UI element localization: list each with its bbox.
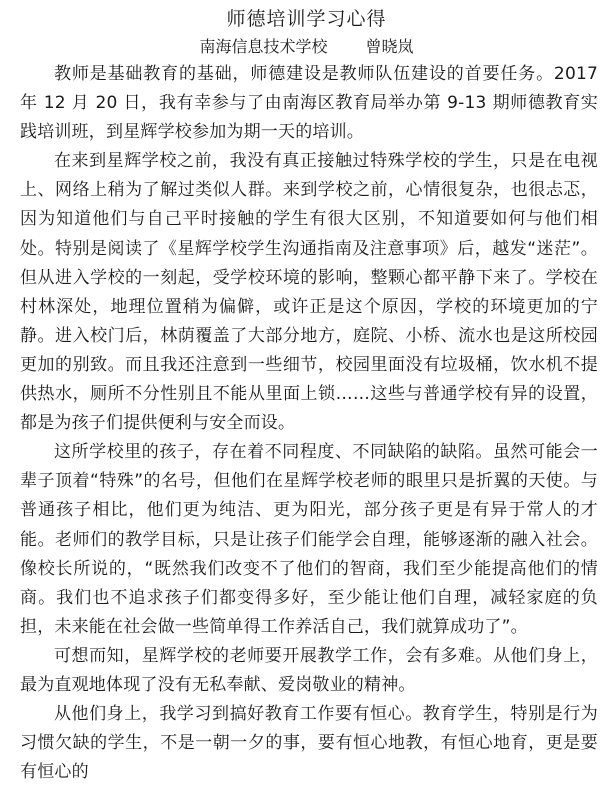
author-name: 曾晓岚 — [365, 37, 414, 56]
paragraph: 在来到星辉学校之前，我没有真正接触过特殊学校的学生，只是在电视上、网络上稍为了解过类似人群。来到学校之前，心情很复杂，也很忐忑，因为知道他们与自己平时接触的学生有很大区别，不知道要如何与他们相处。特别是阅读了《星辉学校学生沟通指南及注意事项》后，越发“迷茫”。但从进入学校的一刻起，受学校环境的影响，整颗心都平静下来了。学校在村林深处，地理位置稍为偏僻，或许正是这个原因，学校的环境更加的宁静。进入校门后，林荫覆盖了大部分地方，庭院、小桥、流水也是这所校园更加的别致。而且我还注意到一些细节，校园里面没有垃圾桶，饮水机不提供热水，厕所不分性别且不能从里面上锁……这些与普通学校有异的设置，都是为孩子们提供便利与安全而设。 — [20, 151, 598, 434]
school-name: 南海信息技术学校 — [199, 37, 328, 56]
paragraph: 教师是基础教育的基础，师德建设是教师队伍建设的首要任务。2017 年 12 月 20 日，我有幸参与了由南海区教育局举办第 9-13 期师德教育实践培训班，到星辉学校参加为期一天的培训。 — [20, 64, 598, 143]
paragraph: 从他们身上，我学习到搞好教育工作要有恒心。教育学生，特别是行为习惯欠缺的学生，不是一朝一夕的事，要有恒心地教，有恒心地育，更是要有恒心的 — [20, 704, 598, 783]
document-body — [20, 60, 598, 787]
paragraph: 这所学校里的孩子，存在着不同程度、不同缺陷的缺陷。虽然可能会一辈子顶着“特殊”的名号，但他们在星辉学校老师的眼里只是折翼的天使。与普通孩子相比，他们更为纯洁、更为阳光，部分孩子更是有异于常人的才能。老师们的教学目标，只是让孩子们能学会自理，能够逐渐的融入社会。像校长所说的，“既然我们改变不了他们的智商，我们至少能提高他们的情商。我们也不追求孩子们都变得多好，至少能让他们自理，减轻家庭的负担，未来能在社会做一些简单得工作养活自己，我们就算成功了”。 — [20, 442, 598, 637]
paragraph: 可想而知，星辉学校的老师要开展教学工作，会有多难。从他们身上，最为直观地体现了没有无私奉献、爱岗敬业的精神。 — [20, 645, 598, 695]
document-byline — [0, 36, 613, 58]
document-title: 师德培训学习心得 — [226, 8, 387, 30]
